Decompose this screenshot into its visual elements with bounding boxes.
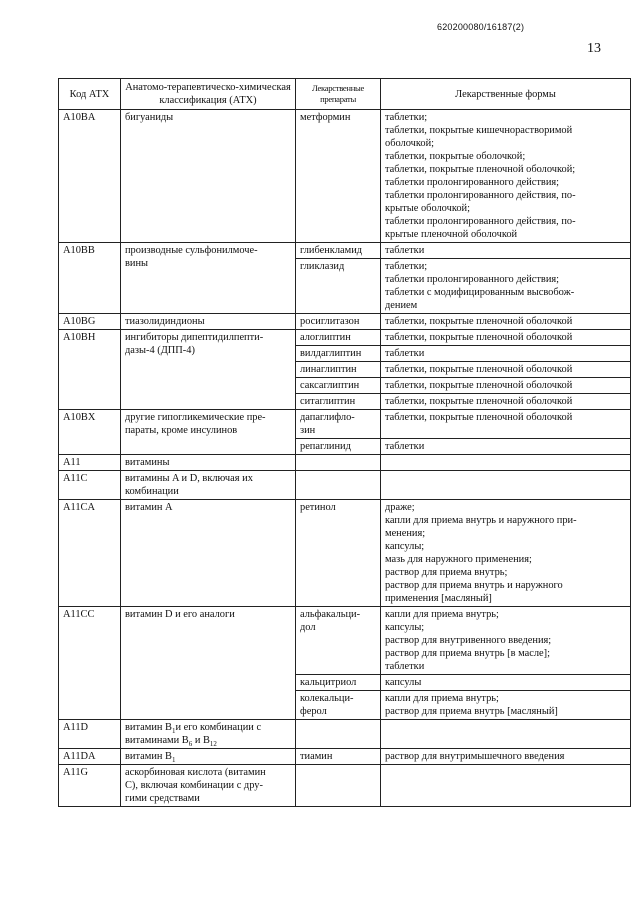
- drug-cell: линаглиптин: [296, 362, 381, 378]
- classification-cell: витамин A: [121, 500, 296, 607]
- forms-cell: таблетки: [381, 439, 631, 455]
- drug-cell: вилдаглиптин: [296, 346, 381, 362]
- drug-cell: ретинол: [296, 500, 381, 607]
- header-drugs: Лекарственные препараты: [296, 79, 381, 110]
- atx-code: A11D: [59, 720, 121, 749]
- forms-cell: таблетки, покрытые пленочной оболочкой: [381, 330, 631, 346]
- classification-cell: тиазолидиндионы: [121, 314, 296, 330]
- table-row: [59, 110, 631, 243]
- forms-cell: таблетки, покрытые пленочной оболочкой: [381, 394, 631, 410]
- table-header-row: [59, 79, 631, 110]
- atx-code: A11DA: [59, 749, 121, 765]
- drug-cell: гликлазид: [296, 259, 381, 314]
- forms-cell: раствор для внутримышечного введения: [381, 749, 631, 765]
- drug-cell: алоглиптин: [296, 330, 381, 346]
- table-row: [59, 765, 631, 807]
- classification-cell: витамины: [121, 455, 296, 471]
- table-row: [59, 410, 631, 439]
- drug-cell: кальцитриол: [296, 675, 381, 691]
- drug-cell: ситаглиптин: [296, 394, 381, 410]
- classification-cell: витамин D и его аналоги: [121, 607, 296, 720]
- atx-code: A11G: [59, 765, 121, 807]
- drug-cell: [296, 720, 381, 749]
- table-row: [59, 607, 631, 675]
- atx-code: A11C: [59, 471, 121, 500]
- drug-cell: альфакальци- дол: [296, 607, 381, 675]
- table-row: [59, 720, 631, 749]
- classification-cell: витамины A и D, включая их комбинации: [121, 471, 296, 500]
- forms-cell: таблетки, покрытые пленочной оболочкой: [381, 378, 631, 394]
- forms-cell: таблетки, покрытые пленочной оболочкой: [381, 314, 631, 330]
- drug-cell: саксаглиптин: [296, 378, 381, 394]
- header-forms: Лекарственные формы: [381, 79, 631, 110]
- classification-cell: аскорбиновая кислота (витамин C), включая комбинации с дру- гими средствами: [121, 765, 296, 807]
- forms-cell: таблетки: [381, 346, 631, 362]
- table-row: [59, 749, 631, 765]
- classification-cell: витамин $B_1и$ его комбинации с витаминами $B_6$ и $B_{12}$: [121, 720, 296, 749]
- document-id: 620200080/16187(2): [437, 22, 525, 32]
- page-number: 13: [587, 41, 601, 56]
- atx-code: A10BG: [59, 314, 121, 330]
- drug-cell: колекальци- ферол: [296, 691, 381, 720]
- table-row: [59, 243, 631, 259]
- forms-cell: капсулы: [381, 675, 631, 691]
- table-row: [59, 455, 631, 471]
- forms-cell: драже; капли для приема внутрь и наружного при- менения; капсулы; мазь для наружного применения; раствор для приема внутрь; раствор для приема внутрь и наружного применения [масляный]: [381, 500, 631, 607]
- header-code: Код АТХ: [59, 79, 121, 110]
- atx-code: A10BA: [59, 110, 121, 243]
- forms-cell: таблетки; таблетки, покрытые кишечнорастворимой оболочкой; таблетки, покрытые оболочкой; таблетки, покрытые пленочной оболочкой; таблетки пролонгированного действия; таблетки пролонгированного действия, по- крытые оболочкой; таблетки пролонгированного действия, по- крытые пленочной оболочкой: [381, 110, 631, 243]
- drug-cell: метформин: [296, 110, 381, 243]
- drug-cell: росиглитазон: [296, 314, 381, 330]
- classification-cell: ингибиторы дипептидилпепти- дазы-4 (ДПП-4): [121, 330, 296, 410]
- drug-cell: [296, 455, 381, 471]
- forms-cell: [381, 455, 631, 471]
- drug-cell: тиамин: [296, 749, 381, 765]
- forms-cell: таблетки, покрытые пленочной оболочкой: [381, 362, 631, 378]
- drug-cell: репаглинид: [296, 439, 381, 455]
- forms-cell: [381, 765, 631, 807]
- atx-code: A11CC: [59, 607, 121, 720]
- atx-code: A11CA: [59, 500, 121, 607]
- classification-cell: другие гипогликемические пре- параты, кроме инсулинов: [121, 410, 296, 455]
- atx-table: [58, 78, 631, 807]
- atx-code: A11: [59, 455, 121, 471]
- header-classification: Анатомо-терапевтическо-химическая классификация (АТХ): [121, 79, 296, 110]
- forms-cell: капли для приема внутрь; раствор для приема внутрь [масляный]: [381, 691, 631, 720]
- classification-cell: бигуаниды: [121, 110, 296, 243]
- forms-cell: [381, 471, 631, 500]
- table-row: [59, 471, 631, 500]
- drug-cell: дапаглифло- зин: [296, 410, 381, 439]
- classification-cell: производные сульфонилмоче- вины: [121, 243, 296, 314]
- drug-cell: глибенкламид: [296, 243, 381, 259]
- forms-cell: [381, 720, 631, 749]
- drug-cell: [296, 471, 381, 500]
- table-row: [59, 500, 631, 607]
- atx-code: A10BX: [59, 410, 121, 455]
- classification-cell: витамин $B_1$: [121, 749, 296, 765]
- table-row: [59, 314, 631, 330]
- forms-cell: таблетки, покрытые пленочной оболочкой: [381, 410, 631, 439]
- drug-cell: [296, 765, 381, 807]
- table-row: [59, 330, 631, 346]
- atx-code: A10BB: [59, 243, 121, 314]
- forms-cell: капли для приема внутрь; капсулы; раствор для внутривенного введения; раствор для приема внутрь [в масле]; таблетки: [381, 607, 631, 675]
- forms-cell: таблетки; таблетки пролонгированного действия; таблетки с модифицированным высвобож- дением: [381, 259, 631, 314]
- atx-code: A10BH: [59, 330, 121, 410]
- forms-cell: таблетки: [381, 243, 631, 259]
